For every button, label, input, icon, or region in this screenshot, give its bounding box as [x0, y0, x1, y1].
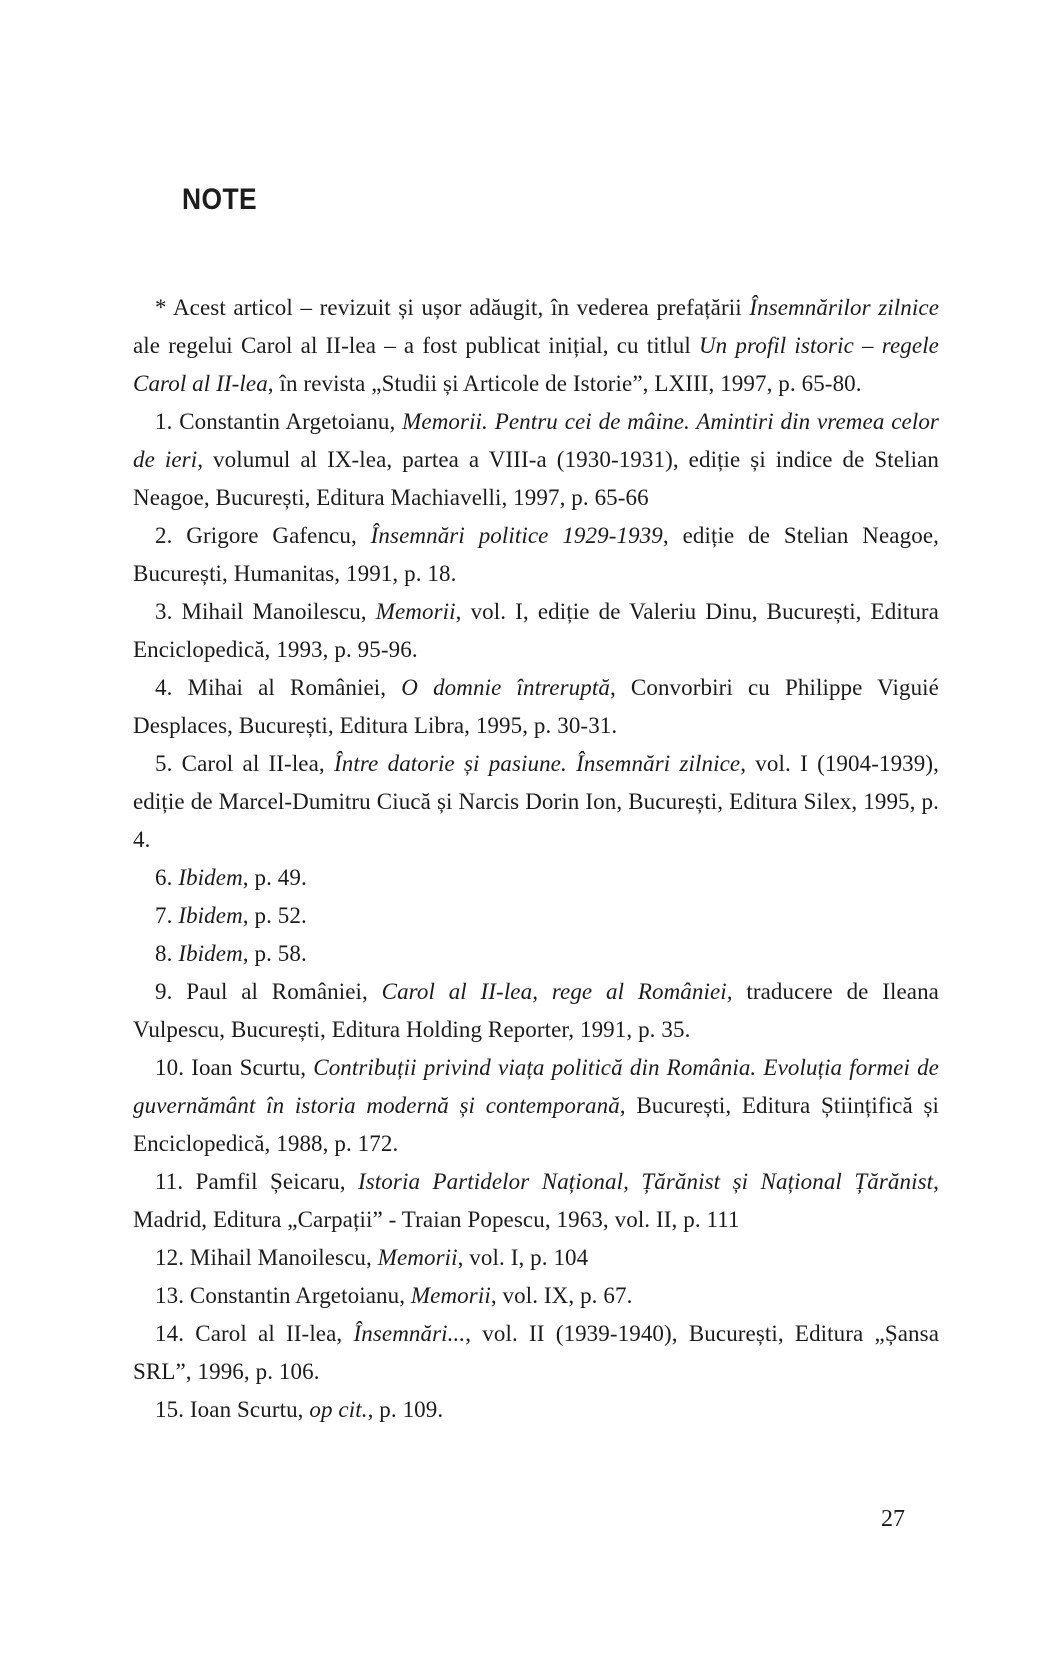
note-item: [133, 973, 939, 1049]
note-text: , în revista „Studii și Articole de Istorie”, LXIII, 1997, p. 65-80.: [267, 371, 862, 396]
note-text: 11. Pamfil Șeicaru,: [155, 1169, 358, 1194]
note-text: 2. Grigore Gafencu,: [155, 523, 371, 548]
note-title-italic: Carol al II-lea, rege al României,: [381, 979, 733, 1004]
notes-list: [133, 289, 939, 1429]
note-item: [133, 1315, 939, 1391]
note-item: [133, 1391, 939, 1429]
note-text: 9. Paul al României,: [155, 979, 382, 1004]
note-text: ale regelui Carol al II-lea – a fost publicat inițial, cu titlul: [133, 333, 699, 358]
note-text: , Madrid, Editura „Carpații” - Traian Popescu, 1963, vol. II, p. 111: [133, 1169, 939, 1232]
note-title-italic: Ibidem: [178, 865, 243, 890]
note-title-italic: Memorii: [377, 1245, 458, 1270]
page-number: 27: [881, 1506, 905, 1532]
note-title-italic: Însemnări...: [353, 1321, 466, 1346]
note-title-italic: op cit.: [309, 1397, 368, 1422]
note-title-italic: Între datorie și pasiune. Însemnări zilnice: [334, 751, 741, 776]
note-text: , p. 109.: [367, 1397, 444, 1422]
note-item: [133, 517, 939, 593]
note-item: [133, 1163, 939, 1239]
note-text: 5. Carol al II-lea,: [155, 751, 335, 776]
note-text: 4. Mihai al României,: [155, 675, 402, 700]
note-text: , vol. I (1904-1939), ediție de Marcel-Dumitru Ciucă și Narcis Dorin Ion, București, Editura Silex, 1995, p. 4.: [133, 751, 939, 852]
note-title-italic: Istoria Partidelor Național, Țărănist și Național Țărănist: [358, 1169, 934, 1194]
note-text: 10. Ioan Scurtu,: [155, 1055, 314, 1080]
note-title-italic: Ibidem: [178, 903, 243, 928]
note-item: [133, 289, 939, 403]
note-item: [133, 745, 939, 859]
notes-heading: NOTE: [182, 183, 258, 216]
note-text: 13. Constantin Argetoianu,: [155, 1283, 411, 1308]
note-text: București, Editura Științifică și Enciclopedică, 1988, p. 172.: [133, 1093, 939, 1156]
note-text: 3. Mihail Manoilescu,: [155, 599, 376, 624]
note-text: 15. Ioan Scurtu,: [155, 1397, 310, 1422]
note-text: 12. Mihail Manoilescu,: [155, 1245, 378, 1270]
note-title-italic: O domnie întreruptă: [401, 675, 610, 700]
note-text: traducere de Ileana Vulpescu, București, Editura Holding Reporter, 1991, p. 35.: [133, 979, 939, 1042]
note-text: , p. 58.: [242, 941, 307, 966]
note-text: , Convorbiri cu Philippe Viguié Desplaces, București, Editura Libra, 1995, p. 30-31.: [133, 675, 939, 738]
note-item: [133, 1239, 939, 1277]
note-text: 1. Constantin Argetoianu,: [155, 409, 403, 434]
note-title-italic: Memorii. Pentru cei de mâine. Amintiri din vremea celor de ieri: [133, 409, 939, 472]
note-text: * Acest articol – revizuit și ușor adăugit, în vederea prefațării: [155, 295, 750, 320]
note-title-italic: Însemnări politice 1929-1939: [370, 523, 663, 548]
note-item: [133, 859, 939, 897]
note-text: , vol. IX, p. 67.: [490, 1283, 633, 1308]
note-title-italic: Ibidem: [178, 941, 243, 966]
note-item: [133, 1049, 939, 1163]
note-text: , vol. II (1939-1940), București, Editura „Șansa SRL”, 1996, p. 106.: [133, 1321, 939, 1384]
note-title-italic: Un profil istoric – regele Carol al II-lea: [133, 333, 939, 396]
note-item: [133, 403, 939, 517]
note-item: [133, 897, 939, 935]
note-item: [133, 593, 939, 669]
note-title-italic: Memorii: [410, 1283, 491, 1308]
note-text: , vol. I, p. 104: [457, 1245, 589, 1270]
note-text: , p. 49.: [242, 865, 307, 890]
note-title-italic: Însemnărilor zilnice: [749, 295, 939, 320]
note-item: [133, 669, 939, 745]
note-title-italic: Contribuții privind viața politică din România. Evoluția formei de guvernământ în istoria modernă și contemporană,: [133, 1055, 939, 1118]
note-text: , volumul al IX-lea, partea a VIII-a (1930-1931), ediție și indice de Stelian Neagoe, București, Editura Machiavelli, 1997, p. 65-66: [133, 447, 939, 510]
note-text: , vol. I, ediție de Valeriu Dinu, București, Editura Enciclopedică, 1993, p. 95-96.: [133, 599, 939, 662]
note-text: 7.: [155, 903, 179, 928]
note-title-italic: Memorii: [375, 599, 456, 624]
note-text: 14. Carol al II-lea,: [155, 1321, 354, 1346]
note-text: 8.: [155, 941, 179, 966]
note-item: [133, 935, 939, 973]
note-text: , ediție de Stelian Neagoe, București, Humanitas, 1991, p. 18.: [133, 523, 939, 586]
note-item: [133, 1277, 939, 1315]
note-text: , p. 52.: [242, 903, 307, 928]
note-text: 6.: [155, 865, 179, 890]
